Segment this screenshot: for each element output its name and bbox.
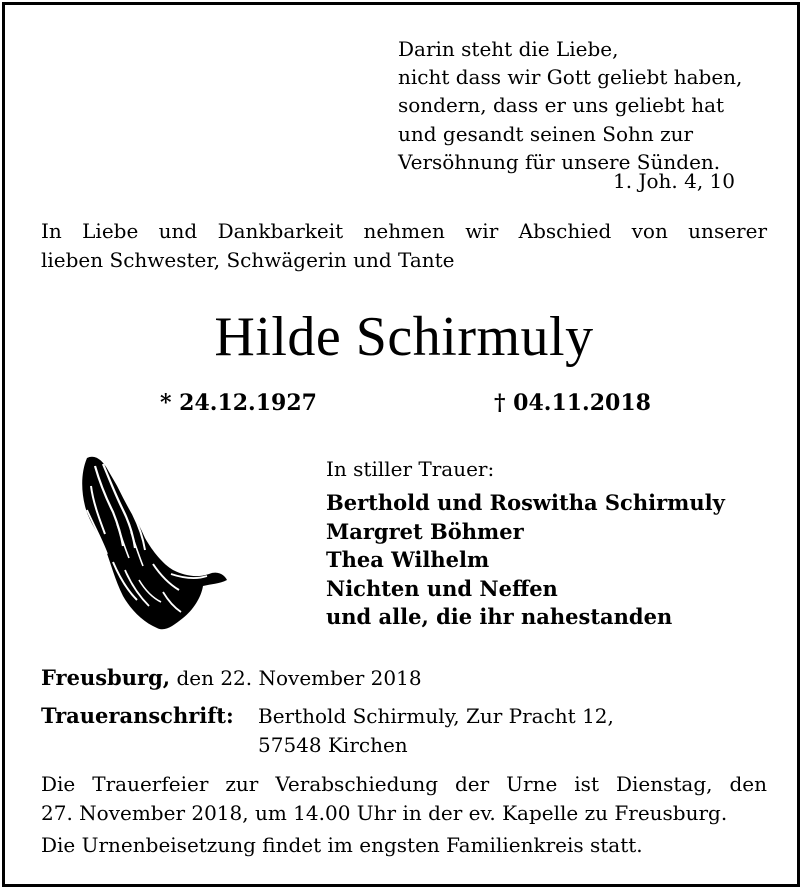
intro-line: lieben Schwester, Schwägerin und Tante [41, 248, 455, 272]
place-name: Freusburg, [41, 665, 171, 690]
bible-verse [398, 35, 742, 176]
notice-date: den 22. November 2018 [176, 666, 422, 690]
mourning-lead: In stiller Trauer: [326, 457, 495, 481]
verse-line: nicht dass wir Gott geliebt haben, [398, 65, 743, 90]
intro-line: In Liebe und Dankbarkeit nehmen wir Abschied von unserer [41, 219, 767, 243]
death-date: † 04.11.2018 [494, 390, 651, 416]
praying-hands-icon [73, 452, 233, 634]
mourner-name: Margret Böhmer [326, 518, 524, 544]
verse-reference: 1. Joh. 4, 10 [613, 169, 735, 193]
deceased-name: Hilde Schirmuly [214, 306, 594, 368]
address-label: Traueranschrift: [41, 703, 234, 728]
mourners-list [326, 489, 725, 632]
mourner-name: Nichten und Neffen [326, 575, 558, 601]
mourner-name: und alle, die ihr nahestanden [326, 604, 673, 630]
service-line: 27. November 2018, um 14.00 Uhr in der ev. Kapelle zu Freusburg. [41, 801, 728, 825]
burial-info: Die Urnenbeisetzung findet im engsten Familienkreis statt. [41, 833, 643, 857]
mourning-address [258, 702, 614, 759]
verse-line: sondern, dass er uns geliebt hat [398, 93, 725, 118]
verse-line: und gesandt seinen Sohn zur [398, 121, 694, 146]
verse-line: Darin steht die Liebe, [398, 37, 619, 61]
mourner-name: Berthold und Roswitha Schirmuly [326, 490, 725, 515]
obituary-notice [2, 2, 800, 887]
birth-date: * 24.12.1927 [160, 390, 317, 416]
intro-text [41, 217, 767, 275]
mourner-name: Thea Wilhelm [326, 547, 490, 573]
place-date-line [41, 664, 422, 692]
service-info [41, 770, 767, 828]
service-line: Die Trauerfeier zur Verabschiedung der Urne ist Dienstag, den [41, 772, 767, 796]
address-line: 57548 Kirchen [258, 732, 408, 757]
address-line: Berthold Schirmuly, Zur Pracht 12, [258, 704, 614, 728]
verse-line: Versöhnung für unsere Sünden. [398, 149, 721, 174]
